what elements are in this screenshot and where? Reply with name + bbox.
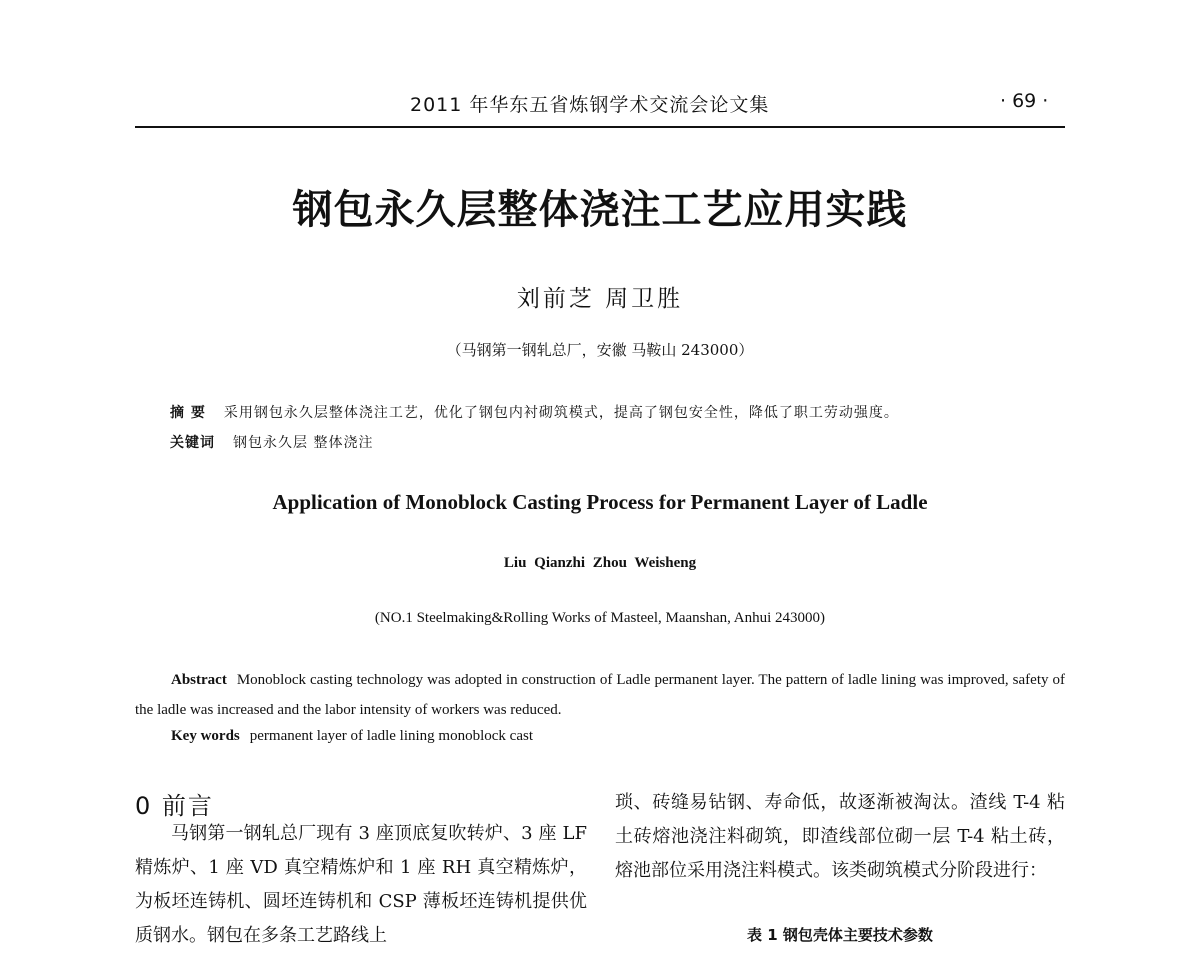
running-header-title: 2011 年华东五省炼钢学术交流会论文集 <box>410 94 770 116</box>
abstract-en <box>135 665 1065 725</box>
keywords-cn-label: 关键词 <box>170 435 215 451</box>
abstract-en-text: Monoblock casting technology was adopted in construction of Ladle permanent layer. The pattern of ladle lining was improved, safety of the ladle was increased and the labor intensity of workers was reduced. <box>135 672 1065 718</box>
body-text-left-column: 马钢第一钢轧总厂现有 3 座顶底复吹转炉、3 座 LF 精炼炉、1 座 VD 真空精炼炉和 1 座 RH 真空精炼炉，为板坯连铸机、圆坯连铸机和 CSP 薄板坯连铸机提供优质钢水。钢包在多条工艺路线上 <box>135 823 587 946</box>
body-text-right-column: 琐、砖缝易钻钢、寿命低，故逐渐被淘汰。渣线 T-4 粘土砖熔池浇注料砌筑，即渣线部位砌一层 T-4 粘土砖，熔池部位采用浇注料模式。该类砌筑模式分阶段进行： <box>615 792 1065 881</box>
affiliation-cn: （马钢第一钢轧总厂，安徽 马鞍山 243000） <box>446 341 754 359</box>
abstract-cn-text: 采用钢包永久层整体浇注工艺，优化了钢包内衬砌筑模式，提高了钢包安全性，降低了职工劳动强度。 <box>223 405 899 421</box>
keywords-en <box>171 728 533 745</box>
header-rule <box>135 126 1065 128</box>
section-heading-intro: 0 前言 <box>135 792 214 820</box>
abstract-cn <box>170 402 899 422</box>
paper-title-cn: 钢包永久层整体浇注工艺应用实践 <box>292 186 908 233</box>
keywords-en-text: permanent layer of ladle lining monoblock cast <box>249 728 533 744</box>
keywords-cn <box>170 432 373 452</box>
keywords-cn-text: 钢包永久层 整体浇注 <box>233 435 374 451</box>
paper-title-en: Application of Monoblock Casting Process for Permanent Layer of Ladle <box>272 490 928 514</box>
table-caption: 表 1 钢包壳体主要技术参数 <box>747 926 933 944</box>
keywords-en-label: Key words <box>171 728 240 744</box>
abstract-en-label: Abstract <box>171 672 227 688</box>
abstract-cn-label: 摘 要 <box>170 405 206 421</box>
authors-en: Liu Qianzhi Zhou Weisheng <box>503 555 697 571</box>
affiliation-en: (NO.1 Steelmaking&Rolling Works of Masteel, Maanshan, Anhui 243000) <box>374 610 826 626</box>
authors-cn: 刘前芝 周卫胜 <box>516 286 684 312</box>
page-number: · 69 · <box>1000 90 1049 112</box>
